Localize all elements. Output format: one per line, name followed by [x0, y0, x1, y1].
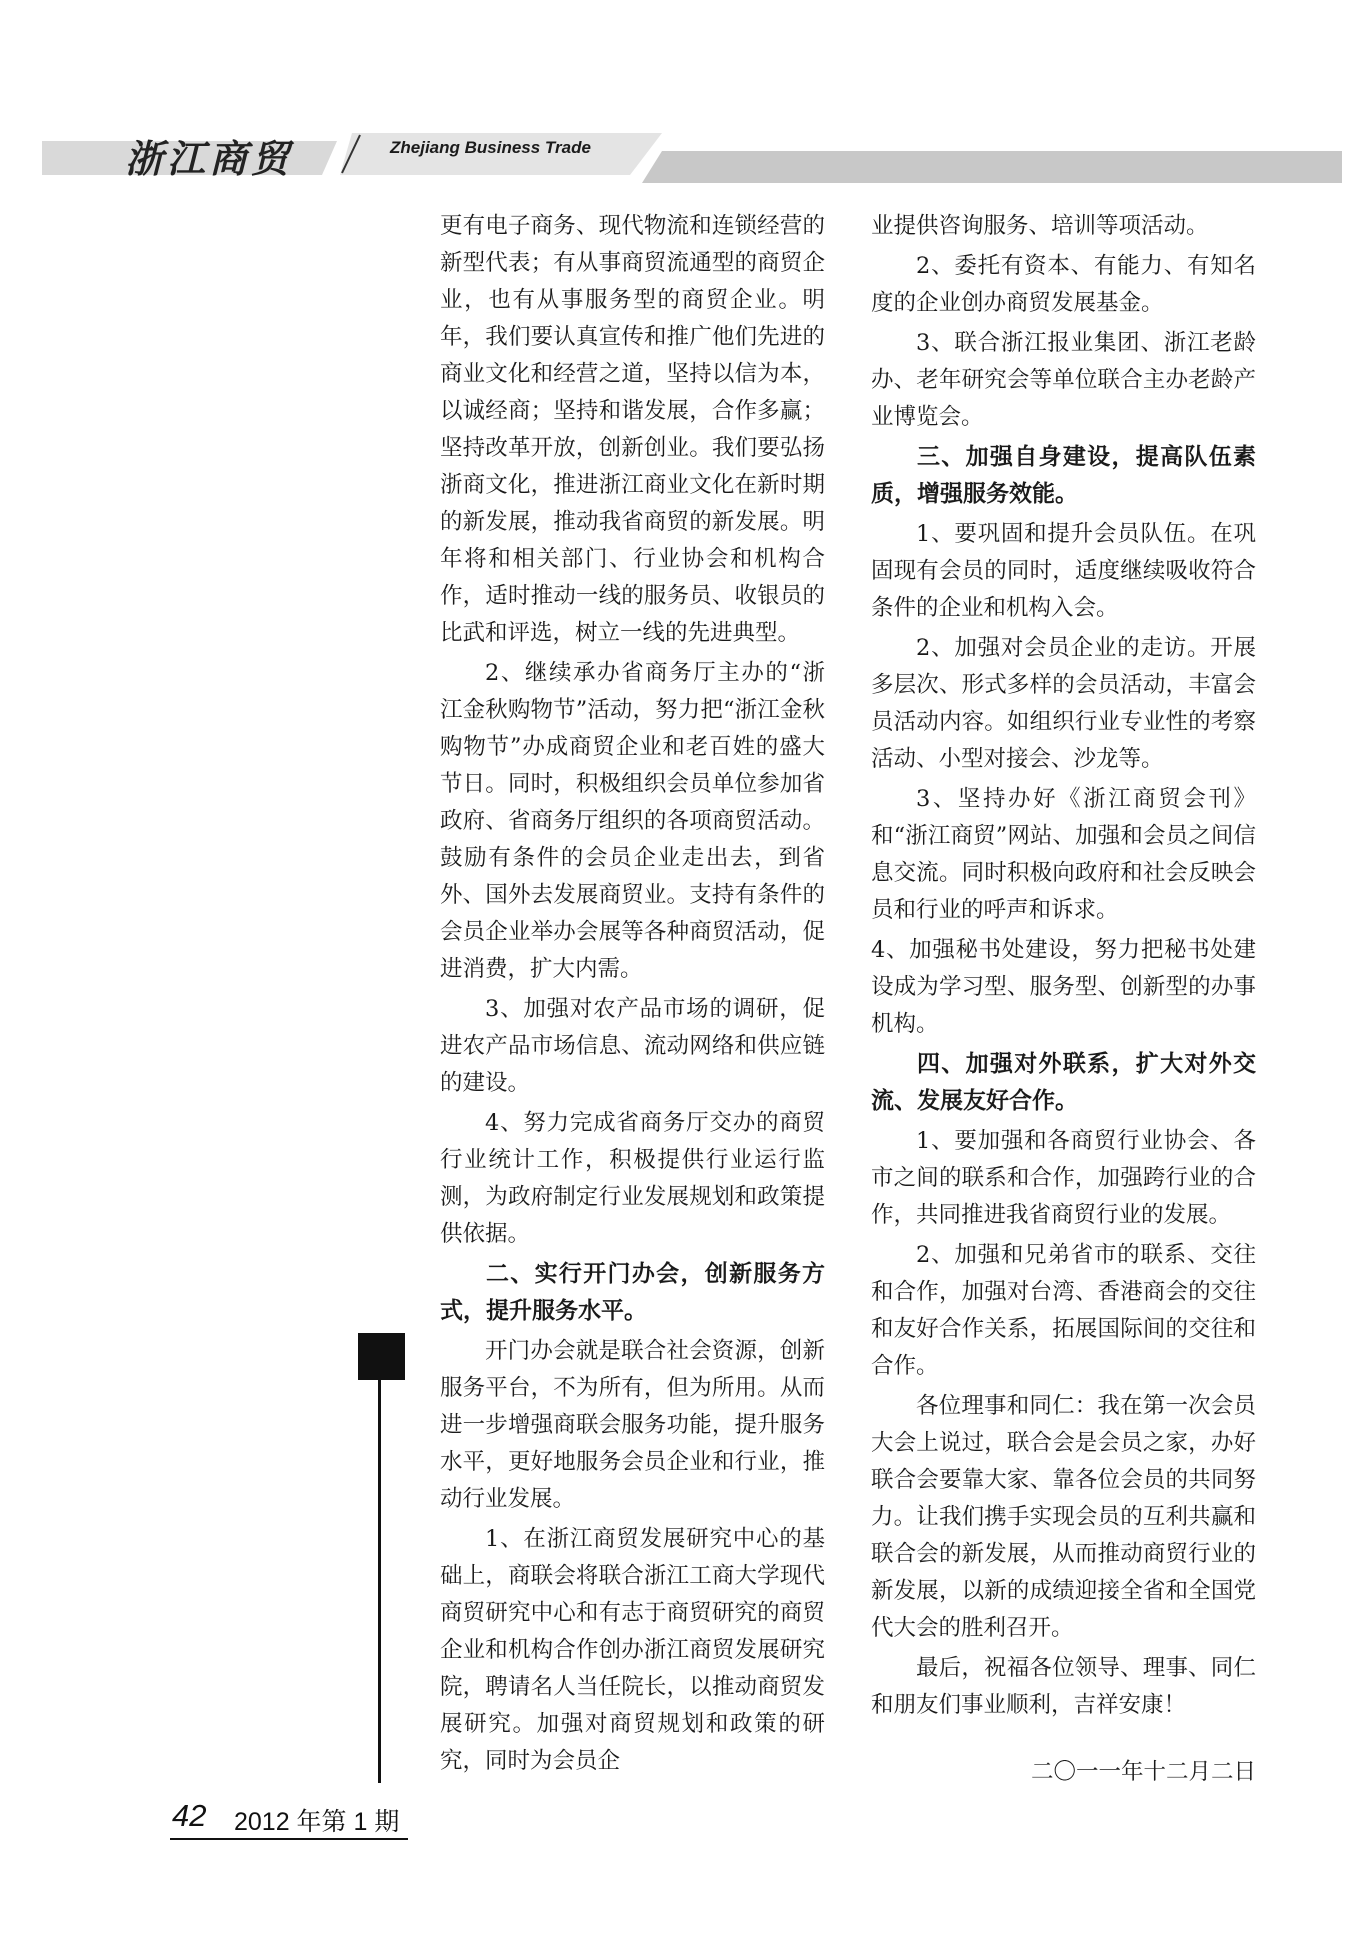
paragraph: 更有电子商务、现代物流和连锁经营的新型代表；有从事商贸流通型的商贸企业，也有从事服务型的商贸企业。明年，我们要认真宣传和推广他们先进的商业文化和经营之道，坚持以信为本，以诚经商；坚持和谐发展，合作多赢；坚持改革开放，创新创业。我们要弘扬浙商文化，推进浙江商业文化在新时期的新发展，推动我省商贸的新发展。明年将和相关部门、行业协会和机构合作，适时推动一线的服务员、收银员的比武和评选，树立一线的先进典型。: [440, 213, 825, 646]
paragraph: 4、加强秘书处建设，努力把秘书处建设成为学习型、服务型、创新型的办事机构。: [871, 937, 1256, 1037]
paragraph: 4、努力完成省商务厅交办的商贸行业统计工作，积极提供行业运行监测，为政府制定行业发展规划和政策提供依据。: [440, 1110, 825, 1247]
page-number: 42: [172, 1798, 207, 1833]
section-heading: 四、加强对外联系，扩大对外交流、发展友好合作。: [871, 1051, 1256, 1114]
paragraph: 最后，祝福各位领导、理事、同仁和朋友们事业顺利，吉祥安康！: [871, 1655, 1256, 1718]
paragraph: 2、加强对会员企业的走访。开展多层次、形式多样的会员活动，丰富会员活动内容。如组织行业专业性的考察活动、小型对接会、沙龙等。: [871, 635, 1256, 772]
paragraph: 1、在浙江商贸发展研究中心的基础上，商联会将联合浙江工商大学现代商贸研究中心和有志于商贸研究的商贸企业和机构合作创办浙江商贸发展研究院，聘请名人当任院长，以推动商贸发展研究。加强对商贸规划和政策的研究，同时为会员企: [440, 1526, 825, 1774]
paragraph: 2、委托有资本、有能力、有知名度的企业创办商贸发展基金。: [871, 253, 1256, 316]
paragraph: 2、继续承办省商务厅主办的“浙江金秋购物节”活动，努力把“浙江金秋购物节”办成商贸企业和老百姓的盛大节日。同时，积极组织会员单位参加省政府、省商务厅组织的各项商贸活动。鼓励有条件的会员企业走出去，到省外、国外去发展商贸业。支持有条件的会员企业举办会展等各种商贸活动，促进消费，扩大内需。: [440, 660, 825, 982]
right-column: [871, 208, 1256, 1794]
paragraph: 开门办会就是联合社会资源，创新服务平台，不为所有，但为所用。从而进一步增强商联会服务功能，提升服务水平，更好地服务会员企业和行业，推动行业发展。: [440, 1338, 825, 1512]
paragraph: 2、加强和兄弟省市的联系、交往和合作，加强对台湾、香港商会的交往和友好合作关系，拓展国际间的交往和合作。: [871, 1242, 1256, 1379]
paragraph: 1、要加强和各商贸行业协会、各市之间的联系和合作，加强跨行业的合作，共同推进我省商贸行业的发展。: [871, 1128, 1256, 1228]
section-heading: 二、实行开门办会，创新服务方式，提升服务水平。: [440, 1261, 825, 1324]
section-heading: 三、加强自身建设，提高队伍素质，增强服务效能。: [871, 444, 1256, 507]
paragraph: 1、要巩固和提升会员队伍。在巩固现有会员的同时，适度继续吸收符合条件的企业和机构入会。: [871, 521, 1256, 621]
signature-date: 二〇一一年十二月二日: [1030, 1759, 1256, 1785]
paragraph: 3、坚持办好《浙江商贸会刊》和“浙江商贸”网站、加强和会员之间信息交流。同时积极向政府和社会反映会员和行业的呼声和诉求。: [871, 786, 1256, 923]
footer-rule: [170, 1838, 408, 1840]
paragraph: 3、联合浙江报业集团、浙江老龄办、老年研究会等单位联合主办老龄产业博览会。: [871, 330, 1256, 430]
paragraph: 业提供咨询服务、培训等项活动。: [871, 213, 1209, 239]
logo-english: Zhejiang Business Trade: [390, 138, 591, 157]
paragraph: 3、加强对农产品市场的调研，促进农产品市场信息、流动网络和供应链的建设。: [440, 996, 825, 1096]
logo-chinese: 浙江商贸: [125, 136, 294, 181]
paragraph: 各位理事和同仁：我在第一次会员大会上说过，联合会是会员之家，办好联合会要靠大家、靠各位会员的共同努力。让我们携手实现会员的互利共赢和联合会的新发展，从而推动商贸行业的新发展，以新的成绩迎接全省和全国党代大会的胜利召开。: [871, 1393, 1256, 1641]
issue-label: 2012 年第 1 期: [234, 1808, 400, 1836]
left-column: [440, 208, 825, 1783]
black-square-decoration: [358, 1333, 405, 1380]
vertical-rule: [378, 1380, 381, 1783]
